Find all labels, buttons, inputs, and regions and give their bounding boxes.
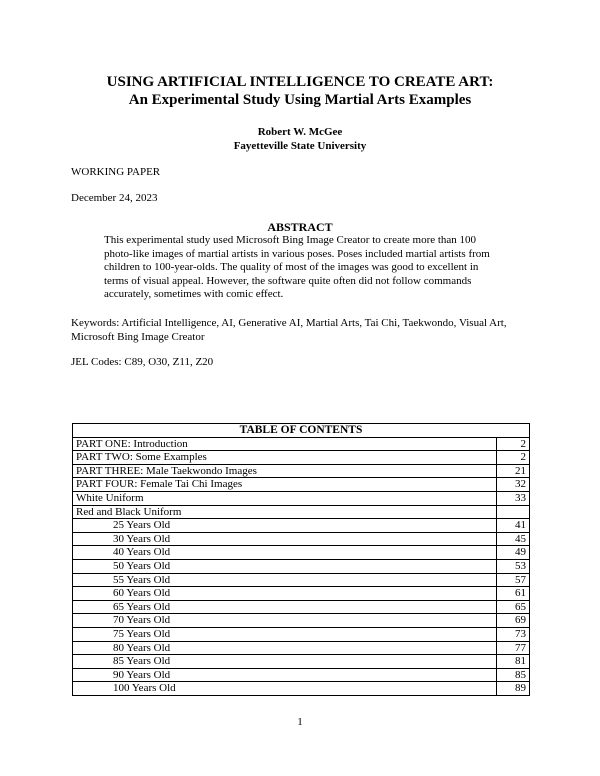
toc-row (73, 587, 530, 601)
toc-row (73, 641, 530, 655)
toc-entry-label: PART THREE: Male Taekwondo Images (73, 464, 497, 478)
toc-row (73, 478, 530, 492)
toc-entry-page: 32 (497, 478, 530, 492)
toc-entry-page: 57 (497, 573, 530, 587)
toc-entry-page (497, 505, 530, 519)
toc-row (73, 655, 530, 669)
toc-body (73, 437, 530, 695)
toc-entry-page: 2 (497, 451, 530, 465)
toc-row (73, 532, 530, 546)
toc-entry-page: 77 (497, 641, 530, 655)
toc-entry-page: 69 (497, 614, 530, 628)
jel-codes: JEL Codes: C89, O30, Z11, Z20 (71, 356, 214, 368)
toc-entry-label: 80 Years Old (73, 641, 497, 655)
toc-entry-label: 70 Years Old (73, 614, 497, 628)
toc-entry-label: PART FOUR: Female Tai Chi Images (73, 478, 497, 492)
toc-entry-label: PART TWO: Some Examples (73, 451, 497, 465)
toc-entry-label: Red and Black Uniform (73, 505, 497, 519)
toc-row (73, 519, 530, 533)
toc-row (73, 546, 530, 560)
toc-entry-label: 55 Years Old (73, 573, 497, 587)
working-paper-label: WORKING PAPER (71, 166, 161, 178)
author-affiliation: Fayetteville State University (233, 140, 367, 152)
toc-entry-page: 21 (497, 464, 530, 478)
paper-title (40, 73, 560, 109)
toc-row (73, 668, 530, 682)
toc-entry-page: 81 (497, 655, 530, 669)
author-block (40, 125, 560, 153)
keywords: Keywords: Artificial Intelligence, AI, Generative AI, Martial Arts, Tai Chi, Taekwondo, Visual Art, Microsoft Bing Image Creator (71, 317, 507, 343)
toc-row (73, 491, 530, 505)
toc-row (73, 559, 530, 573)
toc-entry-page: 85 (497, 668, 530, 682)
toc-entry-label: 100 Years Old (73, 682, 497, 696)
toc-entry-label: 25 Years Old (73, 519, 497, 533)
toc-row (73, 464, 530, 478)
toc-entry-page: 73 (497, 627, 530, 641)
toc-row (73, 614, 530, 628)
toc-row (73, 682, 530, 696)
author-name: Robert W. McGee (257, 126, 343, 138)
page-number: 1 (297, 716, 303, 728)
toc-entry-label: 30 Years Old (73, 532, 497, 546)
toc-entry-page: 65 (497, 600, 530, 614)
table-of-contents (72, 423, 530, 696)
toc-entry-page: 61 (497, 587, 530, 601)
abstract-heading: ABSTRACT (267, 220, 333, 234)
toc-entry-label: 75 Years Old (73, 627, 497, 641)
toc-entry-label: 50 Years Old (73, 559, 497, 573)
toc-entry-page: 45 (497, 532, 530, 546)
toc-entry-label: 60 Years Old (73, 587, 497, 601)
toc-row (73, 451, 530, 465)
toc-entry-page: 33 (497, 491, 530, 505)
toc-entry-page: 2 (497, 437, 530, 451)
toc-entry-label: 40 Years Old (73, 546, 497, 560)
toc-entry-page: 41 (497, 519, 530, 533)
toc-entry-label: White Uniform (73, 491, 497, 505)
toc-entry-label: PART ONE: Introduction (73, 437, 497, 451)
toc-entry-label: 85 Years Old (73, 655, 497, 669)
toc-entry-page: 49 (497, 546, 530, 560)
toc-row (73, 505, 530, 519)
abstract-text: This experimental study used Microsoft Bing Image Creator to create more than 100 photo-like images of martial artists in various poses. Poses included martial artists from children to 100-year-olds. The quality of most of the images was good to excellent in terms of visual appeal. However, the software quite often did not follow commands accurately, sometimes with comic effect. (104, 234, 490, 300)
toc-entry-label: 90 Years Old (73, 668, 497, 682)
toc-row (73, 573, 530, 587)
title-line-1: USING ARTIFICIAL INTELLIGENCE TO CREATE ART: (106, 74, 494, 90)
toc-row (73, 600, 530, 614)
toc-heading: TABLE OF CONTENTS (73, 424, 530, 438)
toc-row (73, 437, 530, 451)
toc-entry-label: 65 Years Old (73, 600, 497, 614)
toc-row (73, 627, 530, 641)
toc-entry-page: 53 (497, 559, 530, 573)
toc-entry-page: 89 (497, 682, 530, 696)
title-line-2: An Experimental Study Using Martial Arts Examples (128, 92, 472, 108)
paper-date: December 24, 2023 (71, 192, 158, 204)
